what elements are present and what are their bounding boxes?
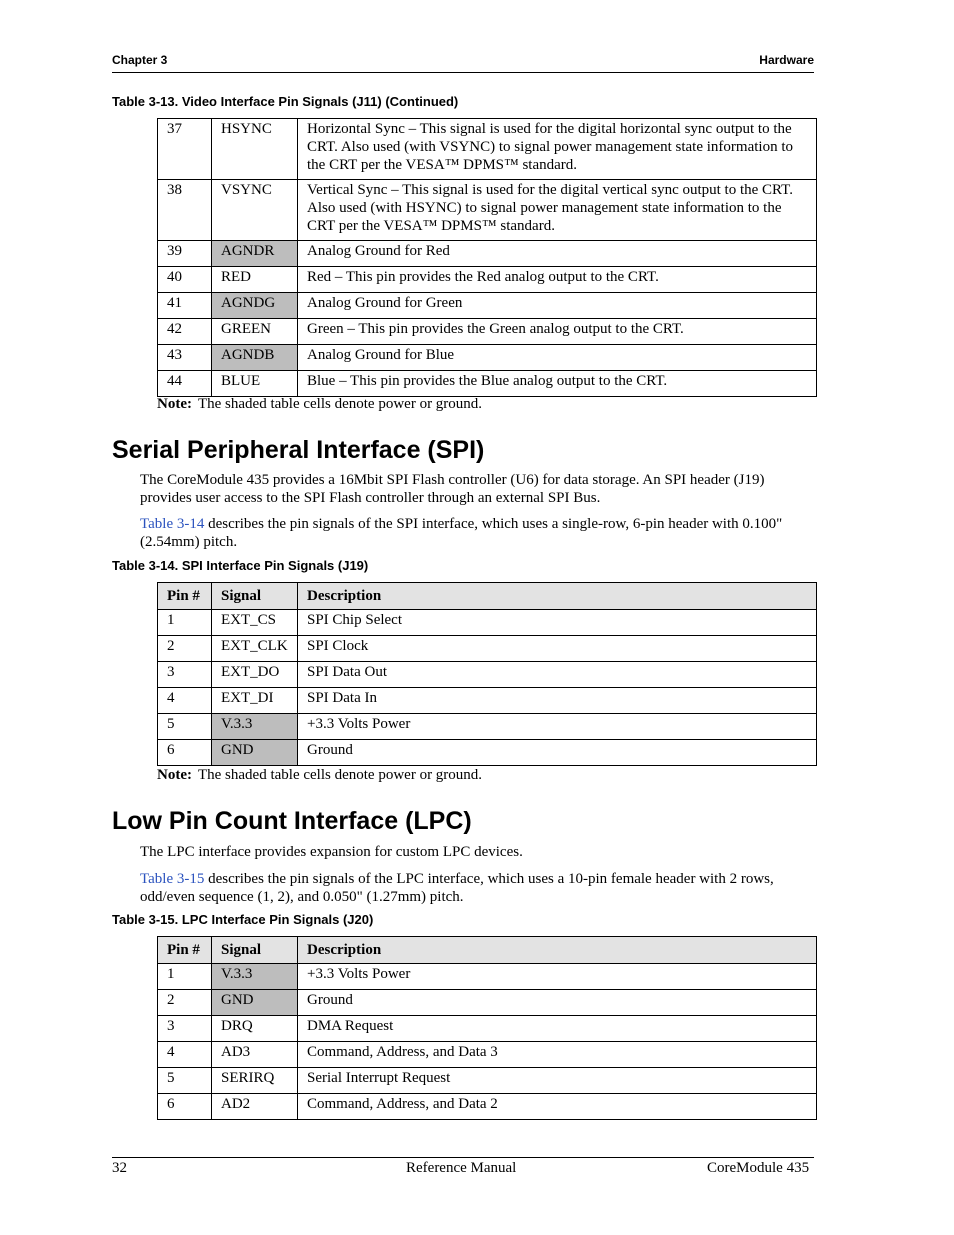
table-header-row [158, 937, 817, 964]
lpc-pin-table-body [158, 964, 817, 1120]
description-cell: Green – This pin provides the Green analog output to the CRT. [298, 319, 817, 345]
table-row [158, 267, 817, 293]
description-cell: SPI Data Out [298, 662, 817, 688]
note-text: The shaded table cells denote power or ground. [197, 767, 483, 783]
pin-cell: 42 [158, 319, 212, 345]
pin-cell: 4 [158, 1042, 212, 1068]
pin-cell: 2 [158, 990, 212, 1016]
footer-product-name: CoreModule 435 [707, 1160, 810, 1176]
pin-cell: 1 [158, 610, 212, 636]
table-row [158, 1042, 817, 1068]
pin-cell: 39 [158, 241, 212, 267]
description-cell: SPI Data In [298, 688, 817, 714]
signal-cell: V.3.3 [212, 964, 298, 990]
signal-cell: AGNDB [212, 345, 298, 371]
description-cell: Vertical Sync – This signal is used for the digital vertical sync output to the CRT. Also used (with HSYNC) to signal power management state information to the CRT per the VESA™ DPMS™ standard. [298, 180, 817, 241]
pin-cell: 38 [158, 180, 212, 241]
table-3-14-link[interactable]: Table 3-14 [140, 516, 205, 532]
table15-caption: Table 3-15. LPC Interface Pin Signals (J20) [112, 912, 374, 927]
note-label: Note: [157, 396, 192, 412]
pin-cell: 6 [158, 740, 212, 766]
signal-cell: AGNDR [212, 241, 298, 267]
description-cell: DMA Request [298, 1016, 817, 1042]
signal-cell: RED [212, 267, 298, 293]
table-row [158, 990, 817, 1016]
pin-cell: 3 [158, 662, 212, 688]
pin-cell: 43 [158, 345, 212, 371]
signal-cell: GND [212, 990, 298, 1016]
table-row [158, 688, 817, 714]
spi-description [140, 515, 816, 551]
page-number: 32 [112, 1160, 127, 1176]
lpc-intro: The LPC interface provides expansion for custom LPC devices. [140, 844, 523, 860]
table-row [158, 1016, 817, 1042]
table-row [158, 636, 817, 662]
footer-manual-title: Reference Manual [406, 1160, 517, 1176]
table-row [158, 1094, 817, 1120]
description-cell: +3.3 Volts Power [298, 964, 817, 990]
pin-cell: 40 [158, 267, 212, 293]
signal-cell: DRQ [212, 1016, 298, 1042]
table-row [158, 662, 817, 688]
pin-cell: 6 [158, 1094, 212, 1120]
pin-cell: 44 [158, 371, 212, 397]
spi-description-text: describes the pin signals of the SPI interface, which uses a single-row, 6-pin header with 0.100" (2.54mm) pitch. [140, 516, 783, 550]
signal-cell: EXT_DO [212, 662, 298, 688]
description-cell: Blue – This pin provides the Blue analog output to the CRT. [298, 371, 817, 397]
spi-pin-table-body [158, 610, 817, 766]
video-pin-table [157, 118, 817, 397]
signal-cell: AGNDG [212, 293, 298, 319]
table-row [158, 371, 817, 397]
signal-cell: BLUE [212, 371, 298, 397]
page-header [112, 52, 814, 73]
signal-cell: GND [212, 740, 298, 766]
signal-cell: AD3 [212, 1042, 298, 1068]
lpc-pin-table [157, 936, 817, 1120]
table13-note [157, 396, 482, 413]
description-cell: Command, Address, and Data 3 [298, 1042, 817, 1068]
description-cell: SPI Clock [298, 636, 817, 662]
signal-cell: HSYNC [212, 119, 298, 180]
signal-cell: EXT_CS [212, 610, 298, 636]
footer-rule [112, 1157, 814, 1158]
pin-cell: 5 [158, 1068, 212, 1094]
lpc-description [140, 870, 816, 906]
description-cell: Red – This pin provides the Red analog output to the CRT. [298, 267, 817, 293]
chapter-label: Chapter 3 [112, 53, 168, 67]
description-cell: Analog Ground for Red [298, 241, 817, 267]
description-cell: Horizontal Sync – This signal is used for the digital horizontal sync output to the CRT. Also used (with VSYNC) to signal power management state information to the CRT per the VESA™ DPMS™ standard. [298, 119, 817, 180]
col-header-signal: Signal [212, 937, 298, 964]
spi-intro: The CoreModule 435 provides a 16Mbit SPI Flash controller (U6) for data storage. An SPI header (J19) provides user access to the SPI Flash controller through an external SPI Bus. [140, 472, 765, 506]
col-header-signal: Signal [212, 583, 298, 610]
table-row [158, 319, 817, 345]
col-header-pin: Pin # [158, 583, 212, 610]
signal-cell: V.3.3 [212, 714, 298, 740]
table-row [158, 740, 817, 766]
pin-cell: 2 [158, 636, 212, 662]
pin-cell: 41 [158, 293, 212, 319]
description-cell: Analog Ground for Blue [298, 345, 817, 371]
table-row [158, 241, 817, 267]
table-header-row [158, 583, 817, 610]
pin-cell: 3 [158, 1016, 212, 1042]
description-cell: +3.3 Volts Power [298, 714, 817, 740]
signal-cell: EXT_CLK [212, 636, 298, 662]
table-3-15-link[interactable]: Table 3-15 [140, 871, 205, 887]
description-cell: Ground [298, 740, 817, 766]
table13-caption: Table 3-13. Video Interface Pin Signals (J11) (Continued) [112, 94, 459, 109]
table-row [158, 714, 817, 740]
signal-cell: EXT_DI [212, 688, 298, 714]
col-header-description: Description [298, 583, 817, 610]
table-row [158, 1068, 817, 1094]
table14-note [157, 767, 482, 784]
lpc-heading: Low Pin Count Interface (LPC) [112, 807, 472, 835]
signal-cell: GREEN [212, 319, 298, 345]
description-cell: SPI Chip Select [298, 610, 817, 636]
note-label: Note: [157, 767, 192, 783]
description-cell: Ground [298, 990, 817, 1016]
col-header-description: Description [298, 937, 817, 964]
description-cell: Command, Address, and Data 2 [298, 1094, 817, 1120]
signal-cell: VSYNC [212, 180, 298, 241]
pin-cell: 37 [158, 119, 212, 180]
spi-heading: Serial Peripheral Interface (SPI) [112, 436, 485, 464]
spi-pin-table [157, 582, 817, 766]
section-label: Hardware [759, 53, 814, 67]
pin-cell: 1 [158, 964, 212, 990]
col-header-pin: Pin # [158, 937, 212, 964]
video-pin-table-body [158, 119, 817, 397]
table-row [158, 119, 817, 180]
table-row [158, 964, 817, 990]
lpc-description-text: describes the pin signals of the LPC interface, which uses a 10-pin female header with 2 rows, odd/even sequence (1, 2), and 0.050" (1.27mm) pitch. [140, 871, 774, 905]
table14-caption: Table 3-14. SPI Interface Pin Signals (J19) [112, 558, 369, 573]
signal-cell: SERIRQ [212, 1068, 298, 1094]
signal-cell: AD2 [212, 1094, 298, 1120]
description-cell: Analog Ground for Green [298, 293, 817, 319]
pin-cell: 4 [158, 688, 212, 714]
table-row [158, 293, 817, 319]
table-row [158, 345, 817, 371]
description-cell: Serial Interrupt Request [298, 1068, 817, 1094]
table-row [158, 610, 817, 636]
pin-cell: 5 [158, 714, 212, 740]
table-row [158, 180, 817, 241]
note-text: The shaded table cells denote power or ground. [197, 396, 483, 412]
